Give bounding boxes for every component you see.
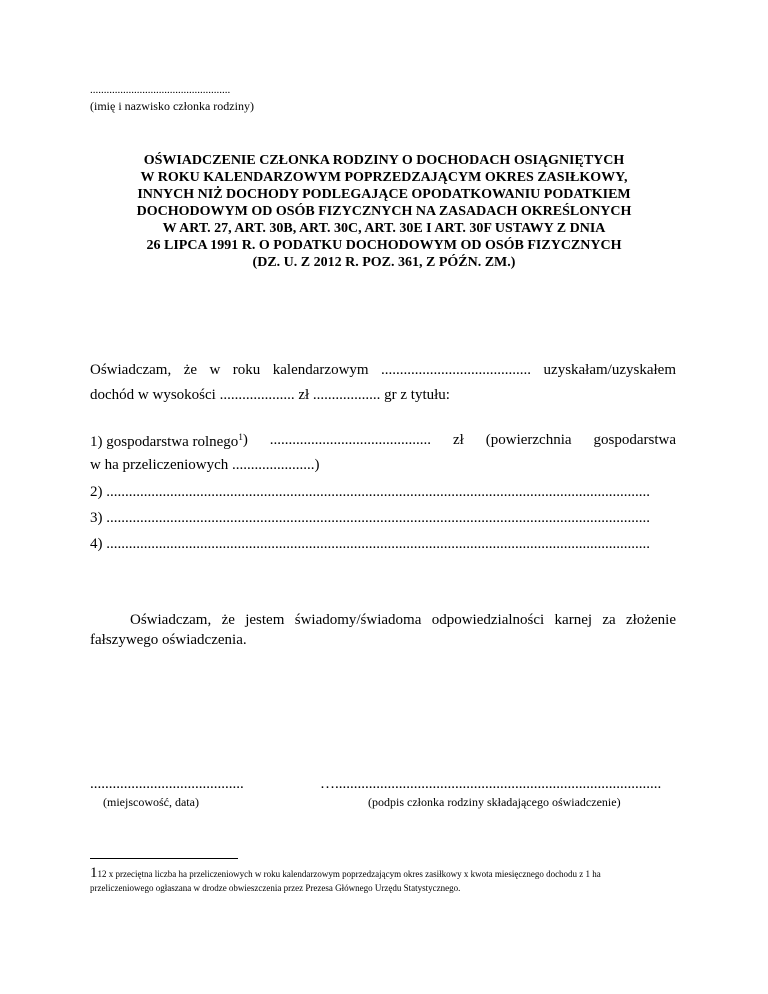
signature-caption: (podpis członka rodziny składającego oświadczenie) xyxy=(368,795,621,809)
income-item-1-line-2: w ha przeliczeniowych ......................) xyxy=(90,457,320,473)
signature-dots: …....................................................................................... xyxy=(320,776,662,792)
footnote-separator xyxy=(90,858,238,859)
footnote-text: 12 x przeciętna liczba ha przeliczeniowych w roku kalendarzowym poprzedzającym okres zasiłkowy x kwota miesięcznego dochodu z 1 ha xyxy=(97,869,601,879)
title-line: 26 LIPCA 1991 R. O PODATKU DOCHODOWYM OD OSÓB FIZYCZNYCH xyxy=(146,238,622,253)
income-item-1-rest: ) ........................................... zł (powierzchnia gospodarstwa xyxy=(242,432,676,448)
document-title xyxy=(60,152,708,271)
footnote-reference: 1 xyxy=(238,432,243,442)
income-item-3: 3) ................................................................................................................................................. xyxy=(90,510,650,526)
title-line: OŚWIADCZENIE CZŁONKA RODZINY O DOCHODACH OSIĄGNIĘTYCH xyxy=(143,153,625,168)
title-line: DOCHODOWYM OD OSÓB FIZYCZNYCH NA ZASADACH OKREŚLONYCH xyxy=(136,204,632,219)
name-caption: (imię i nazwisko członka rodziny) xyxy=(90,99,254,113)
footnote-line-2: przeliczeniowego ogłaszana w drodze obwieszczenia przez Prezesa Głównego Urzędu Statystycznego. xyxy=(90,883,461,893)
title-line: INNYCH NIŻ DOCHODY PODLEGAJĄCE OPODATKOWANIU PODATKIEM xyxy=(137,187,631,202)
footnote-line-1 xyxy=(90,864,690,882)
place-date-dots: ......................................... xyxy=(90,776,244,792)
declaration-line-2: dochód w wysokości .................... zł .................. gr z tytułu: xyxy=(90,387,450,403)
footnote-number: 1 xyxy=(90,865,98,881)
income-item-1-text: 1) gospodarstwa rolnego xyxy=(90,434,239,450)
declaration-line-1: Oświadczam, że w roku kalendarzowym ........................................ uzyskałam/uzyskałem xyxy=(90,362,676,378)
income-item-2: 2) ................................................................................................................................................. xyxy=(90,484,650,500)
statement-line-1: Oświadczam, że jestem świadomy/świadoma odpowiedzialności karnej za złożenie xyxy=(130,612,676,628)
title-line: W ROKU KALENDARZOWYM POPRZEDZAJĄCYM OKRES ZASIŁKOWY, xyxy=(140,170,628,185)
income-item-4: 4) ................................................................................................................................................. xyxy=(90,536,650,552)
statement-line-2: fałszywego oświadczenia. xyxy=(90,632,247,648)
title-line: W ART. 27, ART. 30B, ART. 30C, ART. 30E I ART. 30F USTAWY Z DNIA xyxy=(162,221,606,236)
footnote xyxy=(90,864,690,893)
name-dots: ................................................... xyxy=(90,84,231,96)
income-item-1-label xyxy=(90,432,243,451)
title-line: (DZ. U. Z 2012 R. POZ. 361, Z PÓŹN. ZM.) xyxy=(252,255,516,270)
place-date-caption: (miejscowość, data) xyxy=(103,795,199,809)
income-item-1 xyxy=(90,432,676,451)
